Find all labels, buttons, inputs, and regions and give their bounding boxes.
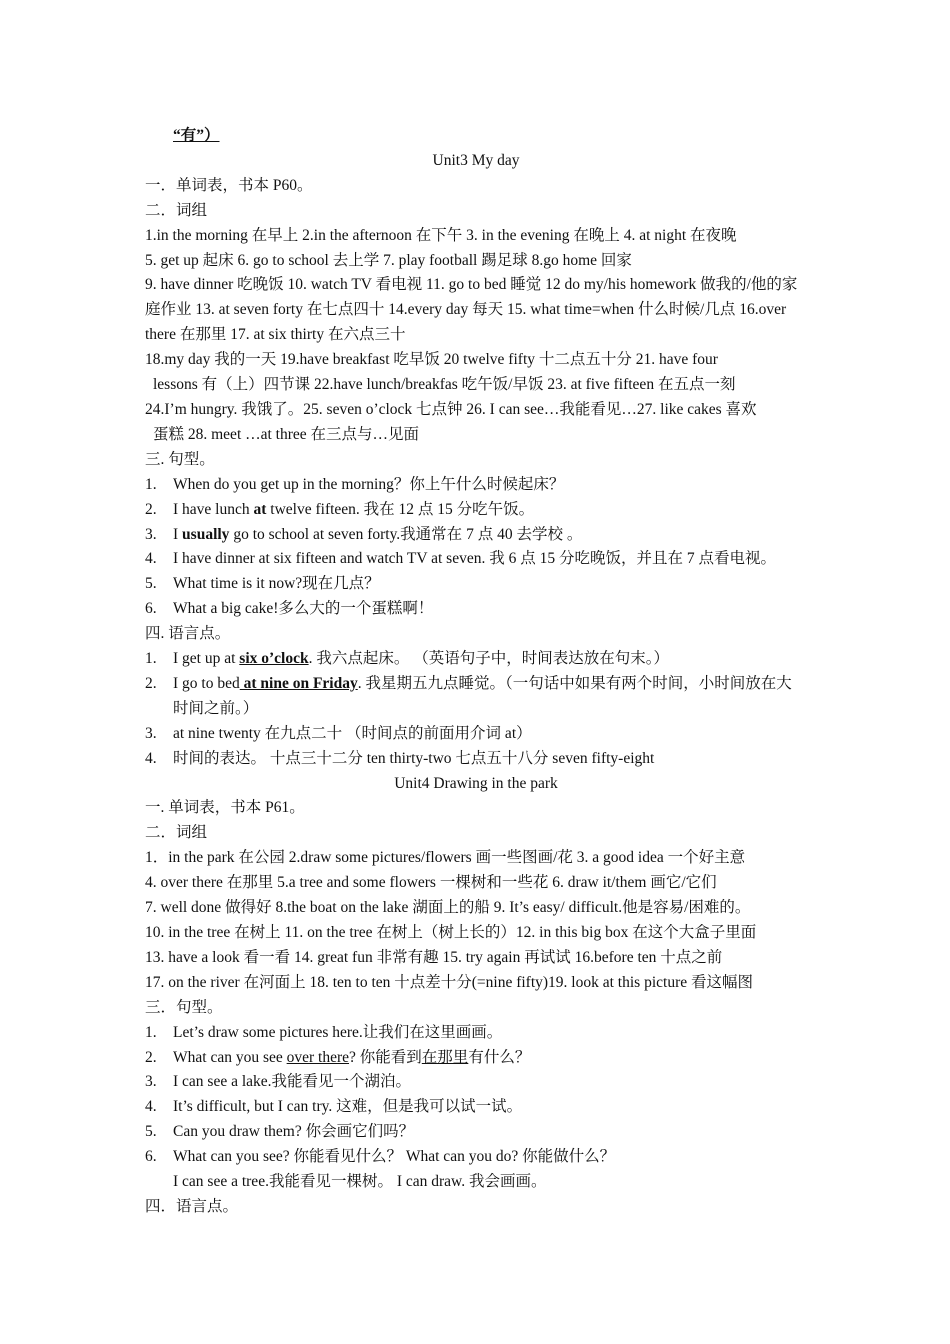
point-text: 时间的表达。 十点三十二分 ten thirty-two 七点五十八分 seven fifty-eight: [173, 749, 655, 767]
unit4-sentence: [145, 1120, 807, 1145]
sentence-text: [173, 523, 807, 548]
list-number: 3.: [145, 525, 157, 543]
unit3-phrase-block: 9. have dinner 吃晚饭 10. watch TV 看电视 11. go to bed 睡觉 12 do my/his homework 做我的/他的家庭作业 13. at seven forty 在七点四十 14.every day 每天 15. what time=when 什么时候/几点 16.over there 在那里 17. at six thirty 在六点三十: [145, 276, 798, 344]
list-number: 4.: [145, 550, 157, 568]
unit3-phrase-line: 蛋糕 28. meet …at three 在三点与…见面: [153, 425, 420, 443]
underlined-phrase: 在那里: [421, 1048, 469, 1066]
unit4-sentence: [145, 1021, 807, 1046]
unit3-point: [145, 722, 807, 747]
unit4-heading-phrases: 二．词组: [145, 824, 208, 842]
unit3-heading-vocab: 一．单词表，书本 P60。: [145, 176, 313, 194]
sentence-text: [173, 498, 807, 523]
unit4-sentence: [145, 1070, 807, 1095]
unit3-sentence: [145, 547, 807, 572]
unit4-phrase-line: 4. over there 在那里 5.a tree and some flowers 一棵树和一些花 6. draw it/them 画它/它们: [145, 874, 717, 892]
unit3-point: [145, 747, 807, 772]
unit3-phrase-line: 24.I’m hungry. 我饿了。25. seven o’clock 七点钟 26. I can see…我能看见…27. like cakes 喜欢: [145, 400, 757, 418]
unit3-phrase-line: 1.in the morning 在早上 2.in the afternoon 在下午 3. in the evening 在晚上 4. at night 在夜晚: [145, 226, 737, 244]
unit3-heading-sentences: 三. 句型。: [145, 450, 215, 468]
unit3-sentence: [145, 498, 807, 523]
unit4-title: Unit4 Drawing in the park: [394, 774, 558, 792]
bold-keyword: at: [253, 500, 267, 518]
sentence-text: When do you get up in the morning？你上午什么时候起床？: [173, 475, 565, 493]
unit4-sentence: [145, 1095, 807, 1120]
point-text: at nine twenty 在九点二十 （时间点的前面用介词 at）: [173, 724, 532, 742]
list-number: 5.: [145, 1123, 157, 1141]
point-text: [173, 672, 807, 722]
sentence-part: I have lunch: [173, 500, 254, 518]
unit4-sentence: [145, 1046, 807, 1071]
point-part: . 我六点起床。 （英语句子中，时间表达放在句末。）: [308, 650, 669, 668]
point-part: I get up at: [173, 650, 240, 668]
unit4-heading-sentences: 三．句型。: [145, 998, 223, 1016]
unit3-sentence: [145, 597, 807, 622]
list-number: 3.: [145, 724, 157, 742]
sentence-text: What a big cake!多么大的一个蛋糕啊！: [173, 600, 434, 618]
list-number: 2.: [145, 674, 157, 692]
list-number: 6.: [145, 600, 157, 618]
unit3-point: [145, 672, 807, 722]
list-number: 6.: [145, 1148, 157, 1166]
point-text: [173, 647, 807, 672]
unit3-sentence: [145, 473, 807, 498]
sentence-text: Let’s draw some pictures here.让我们在这里画画。: [173, 1023, 503, 1041]
sentence-part: I: [173, 525, 183, 543]
document-page: [145, 124, 807, 1220]
sentence-text: I have dinner at six fifteen and watch TV at seven. 我 6 点 15 分吃晚饭，并且在 7 点看电视。: [173, 550, 776, 568]
unit3-title: Unit3 My day: [432, 151, 520, 169]
unit4-heading-vocab: 一. 单词表，书本 P61。: [145, 799, 305, 817]
sentence-part: go to school at seven forty.我通常在 7 点 40 去学校 。: [229, 525, 583, 543]
point-part: I go to bed: [173, 674, 240, 692]
unit3-phrase-line: 5. get up 起床 6. go to school 去上学 7. play football 踢足球 8.go home 回家: [145, 251, 632, 269]
sentence-text: It’s difficult, but I can try. 这难，但是我可以试一试。: [173, 1098, 523, 1116]
unit3-point: [145, 647, 807, 672]
sentence-text: Can you draw them? 你会画它们吗？: [173, 1123, 415, 1141]
unit3-sentence: [145, 523, 807, 548]
unit4-sentence-continuation: I can see a tree.我能看见一棵树。 I can draw. 我会画画。: [173, 1173, 547, 1191]
unit3-heading-phrases: 二．词组: [145, 201, 208, 219]
unit3-heading-points: 四. 语言点。: [145, 625, 231, 643]
list-number: 1.: [145, 1023, 157, 1041]
sentence-part: 有什么？: [468, 1048, 531, 1066]
list-number: 1.: [145, 475, 157, 493]
sentence-part: twelve fifteen. 我在 12 点 15 分吃午饭。: [266, 500, 535, 518]
sentence-part: ? 你能看到: [349, 1048, 422, 1066]
unit4-phrase-line: 17. on the river 在河面上 18. ten to ten 十点差十分(=nine fifty)19. look at this picture 看这幅图: [145, 973, 753, 991]
underlined-phrase: over there: [286, 1048, 350, 1066]
sentence-text: What time is it now?现在几点？: [173, 575, 380, 593]
list-number: 4.: [145, 1098, 157, 1116]
underlined-bold-phrase: six o’clock: [239, 650, 309, 668]
underlined-bold-phrase: at nine on Friday: [239, 674, 358, 692]
unit3-phrase-line: lessons 有（上）四节课 22.have lunch/breakfas 吃午饭/早饭 23. at five fifteen 在五点一刻: [153, 376, 736, 394]
fragment-top: “有”）: [173, 127, 220, 144]
list-number: 1.: [145, 650, 157, 668]
list-number: 5.: [145, 575, 157, 593]
point-part: . 我星期五九点睡觉。（一句话中如果有两个时间，小时间放在大时间之前。）: [173, 674, 792, 717]
unit4-sentence: [145, 1145, 807, 1170]
sentence-part: What can you see: [173, 1048, 287, 1066]
list-number: 2.: [145, 1048, 157, 1066]
sentence-text: I can see a lake.我能看见一个湖泊。: [173, 1073, 412, 1091]
sentence-text: [173, 1046, 807, 1071]
bold-keyword: usually: [182, 525, 230, 543]
unit4-phrase-line: 1．in the park 在公园 2.draw some pictures/flowers 画一些图画/花 3. a good idea 一个好主意: [145, 849, 746, 867]
unit4-phrase-line: 10. in the tree 在树上 11. on the tree 在树上（树上长的）12. in this big box 在这个大盒子里面: [145, 924, 757, 941]
sentence-text: What can you see? 你能看见什么？ What can you do? 你能做什么？: [173, 1148, 616, 1166]
unit3-sentence: [145, 572, 807, 597]
list-number: 2.: [145, 500, 157, 518]
unit4-phrase-line: 7. well done 做得好 8.the boat on the lake 湖面上的船 9. It’s easy/ difficult.他是容易/困难的。: [145, 899, 751, 917]
unit4-heading-points: 四．语言点。: [145, 1197, 239, 1215]
list-number: 4.: [145, 749, 157, 767]
list-number: 3.: [145, 1073, 157, 1091]
unit3-phrase-line: 18.my day 我的一天 19.have breakfast 吃早饭 20 twelve fifty 十二点五十分 21. have four: [145, 351, 718, 369]
unit4-phrase-line: 13. have a look 看一看 14. great fun 非常有趣 15. try again 再试试 16.before ten 十点之前: [145, 948, 723, 966]
